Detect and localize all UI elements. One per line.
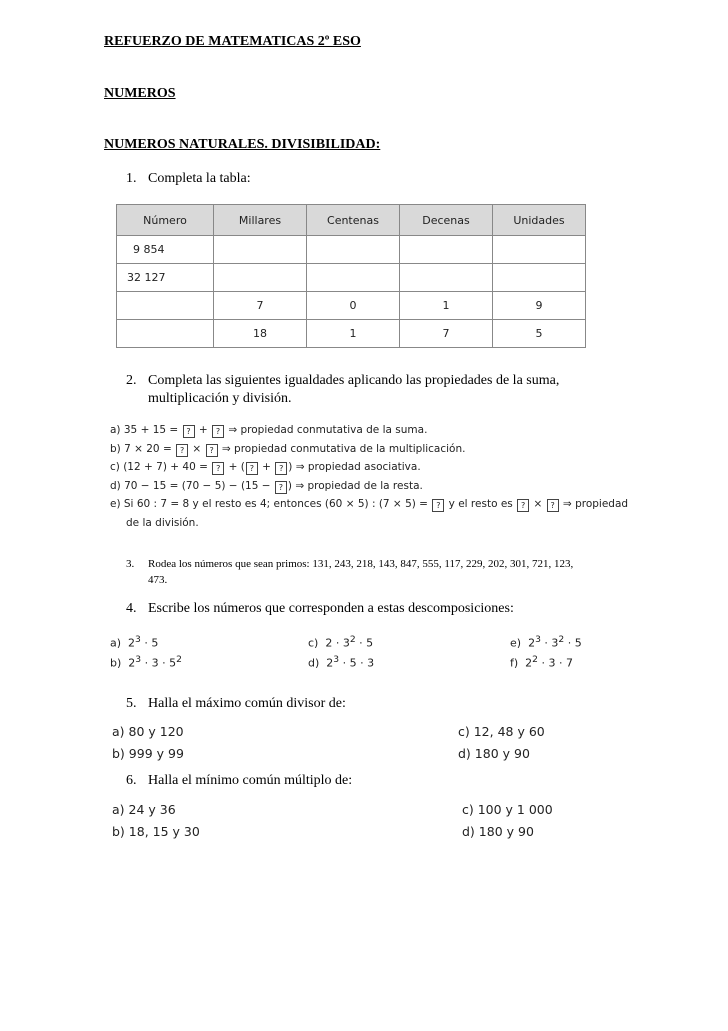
exponent: 3 [535, 634, 541, 645]
table-header: Decenas [400, 205, 493, 236]
question-6 [126, 772, 686, 792]
table-row [117, 236, 586, 264]
answer-box[interactable]: ? [206, 444, 218, 457]
exponent: 2 [176, 654, 182, 665]
question-number: 6. [126, 773, 137, 788]
exercise-text: ) ⇒ propiedad de la resta. [287, 479, 423, 492]
answer-box[interactable]: ? [547, 499, 559, 512]
exercise-item-e [110, 495, 710, 514]
subsection-heading: NUMEROS NATURALES. DIVISIBILIDAD: [104, 137, 381, 152]
gcd-list [112, 724, 592, 768]
table-cell: 7 [400, 320, 493, 348]
answer-box[interactable]: ? [183, 425, 195, 438]
question-text: Completa la tabla: [148, 171, 251, 186]
exponent: 3 [135, 654, 142, 665]
question-number: 3. [126, 558, 135, 570]
exercise-text: c) (12 + 7) + 40 = [110, 461, 212, 473]
table-header: Millares [214, 205, 307, 236]
gcd-item-a: a) 80 y 120 [112, 724, 184, 739]
decomposition-item-a [110, 634, 158, 650]
exercise-text: ⇒ propiedad conmutativa de la suma. [225, 424, 428, 436]
table-cell: 9 [493, 292, 586, 320]
item-label: b) [110, 656, 122, 670]
decomposition-item-d [308, 654, 374, 670]
gcd-item-b: b) 999 y 99 [112, 746, 184, 761]
exponent: 2 [558, 634, 565, 645]
answer-box[interactable]: ? [275, 462, 287, 475]
lcm-list [112, 802, 592, 846]
table-cell[interactable] [117, 320, 214, 348]
answer-box[interactable]: ? [176, 444, 188, 457]
table-cell[interactable] [493, 236, 586, 264]
exponent: 3 [333, 654, 340, 665]
exercise-text: ⇒ propiedad conmutativa de la multiplicación. [218, 442, 466, 455]
exercise-text: × [189, 442, 205, 455]
table-cell: 1 [400, 292, 493, 320]
decomposition-item-e [510, 634, 582, 650]
exercise-text: + [258, 461, 275, 473]
question-3 [126, 556, 646, 592]
document-title: REFUERZO DE MATEMATICAS 2º ESO [104, 34, 361, 49]
table-cell: 9 854 [117, 236, 214, 264]
item-text: · 3 [540, 636, 559, 650]
table-cell[interactable] [214, 236, 307, 264]
question-text-line-2: multiplicación y división. [148, 391, 292, 406]
item-text: 2 [128, 656, 136, 670]
answer-box[interactable]: ? [517, 499, 529, 512]
decomposition-item-f [510, 654, 573, 670]
lcm-item-c: c) 100 y 1 000 [462, 802, 553, 817]
decomposition-item-b [110, 654, 182, 670]
answer-box[interactable]: ? [275, 481, 287, 494]
item-text: · 5 [564, 636, 582, 650]
table-cell[interactable] [307, 264, 400, 292]
item-text: · 5 · 3 [339, 656, 375, 670]
lcm-item-a: a) 24 y 36 [112, 802, 176, 817]
decomposition-list [110, 634, 610, 674]
decomposition-item-c [308, 634, 373, 650]
lcm-item-b: b) 18, 15 y 30 [112, 824, 200, 839]
question-number: 1. [126, 171, 137, 186]
question-text-line-1: Rodea los números que sean primos: 131, 243, 218, 143, 847, 555, 117, 229, 202, 301, 721, 123, [148, 558, 574, 570]
answer-box[interactable]: ? [212, 462, 224, 475]
exponent: 3 [135, 634, 141, 645]
gcd-item-c: c) 12, 48 y 60 [458, 724, 545, 739]
item-text: 2 [528, 636, 536, 650]
question-number: 5. [126, 696, 137, 711]
table-header: Unidades [493, 205, 586, 236]
exercise-item-b [110, 440, 710, 459]
question-text: Halla el máximo común divisor de: [148, 696, 346, 711]
item-text: · 3 · 7 [538, 656, 573, 670]
table-cell[interactable] [400, 236, 493, 264]
exercise-item-a [110, 421, 710, 440]
exercise-text: b) 7 × 20 = [110, 442, 176, 455]
lcm-item-d: d) 180 y 90 [462, 824, 534, 839]
question-text: Halla el mínimo común múltiplo de: [148, 773, 353, 788]
exercise-text: × [530, 498, 546, 510]
table-row [117, 292, 586, 320]
item-text: 2 [326, 656, 334, 670]
table-header: Centenas [307, 205, 400, 236]
item-label: d) [308, 656, 320, 670]
item-label: c) [308, 636, 319, 650]
exercise-item-c [110, 458, 710, 477]
item-text: · 3 · 5 [141, 656, 177, 670]
item-label: f) [510, 656, 519, 670]
exercise-item-d [110, 477, 710, 496]
table-row [117, 264, 586, 292]
question-5 [126, 695, 686, 715]
properties-exercises [110, 421, 710, 532]
item-text: · 5 [355, 636, 374, 650]
item-text: · 5 [140, 636, 159, 650]
question-text-line-1: Completa las siguientes igualdades aplicando las propiedades de la suma, [148, 373, 560, 388]
exercise-text: d) 70 − 15 = (70 − 5) − (15 − [110, 479, 274, 492]
exercise-text: e) Si 60 : 7 = 8 y el resto es 4; entonces (60 × 5) : (7 × 5) = [110, 498, 432, 510]
table-cell[interactable] [307, 236, 400, 264]
table-cell[interactable] [493, 264, 586, 292]
table-cell: 7 [214, 292, 307, 320]
question-number: 4. [126, 601, 137, 616]
question-number: 2. [126, 373, 137, 388]
table-cell[interactable] [400, 264, 493, 292]
table-cell[interactable] [117, 292, 214, 320]
question-4 [126, 600, 686, 620]
table-header: Número [117, 205, 214, 236]
item-label: a) [110, 636, 122, 650]
exercise-text: ⇒ propiedad [559, 498, 629, 510]
answer-box[interactable]: ? [432, 499, 444, 512]
place-value-table [116, 204, 586, 348]
table-cell[interactable] [214, 264, 307, 292]
exponent: 2 [349, 634, 356, 645]
exercise-text: ) ⇒ propiedad asociativa. [288, 461, 421, 473]
item-text: 2 · 3 [325, 636, 350, 650]
question-1 [126, 170, 686, 190]
table-header-row [117, 205, 586, 236]
table-cell: 18 [214, 320, 307, 348]
table-cell: 5 [493, 320, 586, 348]
question-text-line-2: 473. [148, 574, 168, 586]
exercise-text: a) 35 + 15 = [110, 424, 182, 436]
question-2 [126, 372, 686, 412]
section-heading: NUMEROS [104, 86, 176, 101]
item-text: 2 [128, 636, 136, 650]
gcd-item-d: d) 180 y 90 [458, 746, 530, 761]
item-label: e) [510, 636, 522, 650]
exercise-text: y el resto es [445, 498, 517, 510]
item-text: 2 [525, 656, 533, 670]
answer-box[interactable]: ? [246, 462, 258, 475]
table-row [117, 320, 586, 348]
exercise-text: + ( [225, 461, 245, 473]
table-cell: 0 [307, 292, 400, 320]
question-text: Escribe los números que corresponden a estas descomposiciones: [148, 601, 514, 616]
table-cell: 1 [307, 320, 400, 348]
exercise-item-e-continuation: de la división. [126, 516, 199, 529]
answer-box[interactable]: ? [212, 425, 224, 438]
table-cell: 32 127 [117, 264, 214, 292]
exponent: 2 [532, 654, 538, 665]
exercise-text: + [195, 424, 212, 436]
